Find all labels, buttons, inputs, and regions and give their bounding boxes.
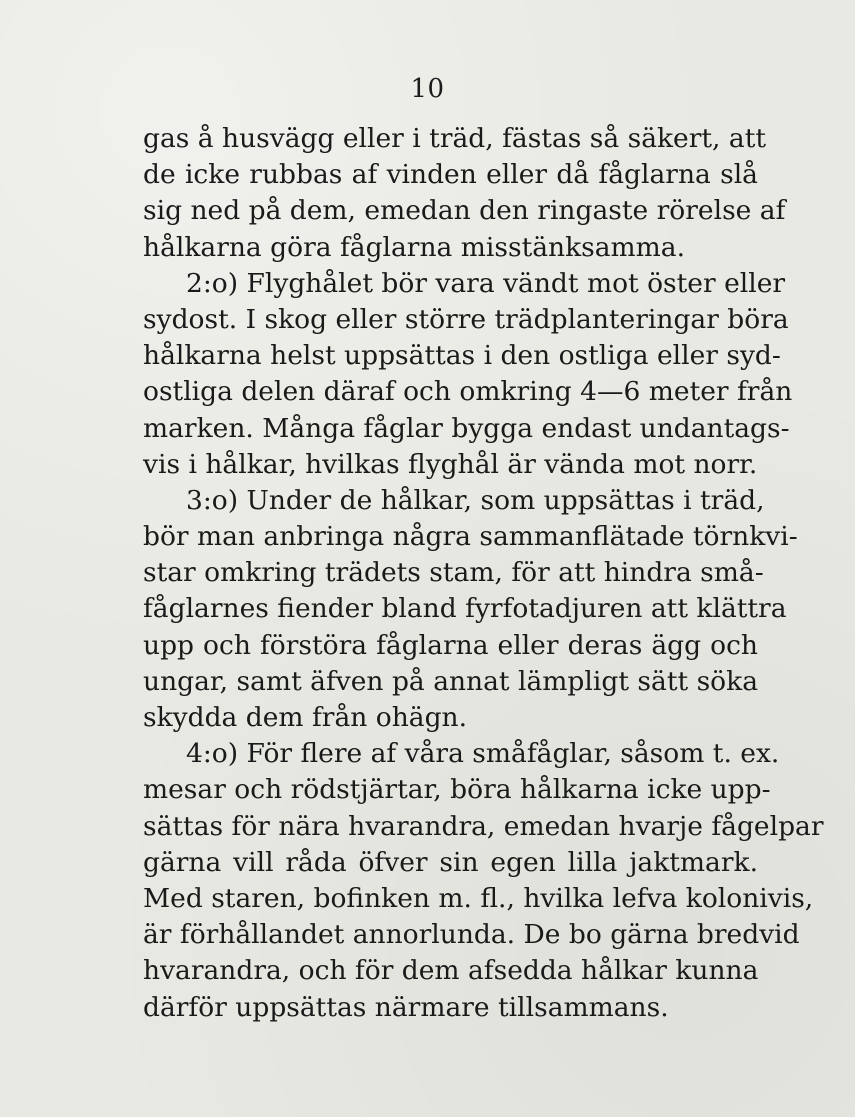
text-line: fåglarnes fiender bland fyrfotadjuren att klättra — [143, 593, 787, 625]
text-line: de icke rubbas af vinden eller då fåglarna slå — [143, 159, 758, 191]
text-line: är förhållandet annorlunda. De bo gärna bredvid — [143, 919, 800, 951]
text-line: ungar, samt äfven på annat lämpligt sätt söka — [143, 665, 758, 697]
text-line: sättas för nära hvarandra, emedan hvarje fågelpar — [143, 810, 824, 842]
text-line: sydost. I skog eller större trädplanteringar böra — [143, 303, 789, 335]
text-line: gas å husvägg eller i träd, fästas så säkert, att — [143, 123, 766, 154]
text-line: hålkarna göra fåglarna misstänksamma. — [143, 231, 686, 263]
body-text — [143, 121, 824, 1026]
text-line: sig ned på dem, emedan den ringaste rörelse af — [143, 195, 786, 227]
text-line: bör man anbringa några sammanflätade törnkvi- — [143, 521, 798, 553]
text-line: skydda dem från ohägn. — [143, 702, 468, 733]
text-line: därför uppsättas närmare tillsammans. — [143, 991, 669, 1023]
text-line: 4:o) För flere af våra småfåglar, såsom t. ex. — [186, 738, 780, 770]
text-line: star omkring trädets stam, för att hindra små- — [143, 557, 764, 589]
page-number: 10 — [410, 74, 445, 104]
text-line: 3:o) Under de hålkar, som uppsättas i träd, — [186, 484, 765, 516]
text-line: marken. Många fåglar bygga endast undantags- — [143, 412, 790, 444]
text-line: 2:o) Flyghålet bör vara vändt mot öster eller — [186, 267, 786, 299]
text-line: hvarandra, och för dem afsedda hålkar kunna — [143, 955, 759, 987]
text-line: mesar och rödstjärtar, böra hålkarna icke upp- — [143, 774, 771, 806]
text-line: hålkarna helst uppsättas i den ostliga eller syd- — [143, 340, 781, 372]
text-line: gärna vill råda öfver sin egen lilla jaktmark. — [143, 846, 758, 878]
text-line: ostliga delen däraf och omkring 4—6 meter från — [143, 376, 793, 408]
text-line: upp och förstöra fåglarna eller deras ägg och — [143, 629, 758, 661]
text-line: vis i hålkar, hvilkas flyghål är vända mot norr. — [143, 448, 758, 480]
text-line: Med staren, bofinken m. fl., hvilka lefva kolonivis, — [143, 882, 814, 914]
